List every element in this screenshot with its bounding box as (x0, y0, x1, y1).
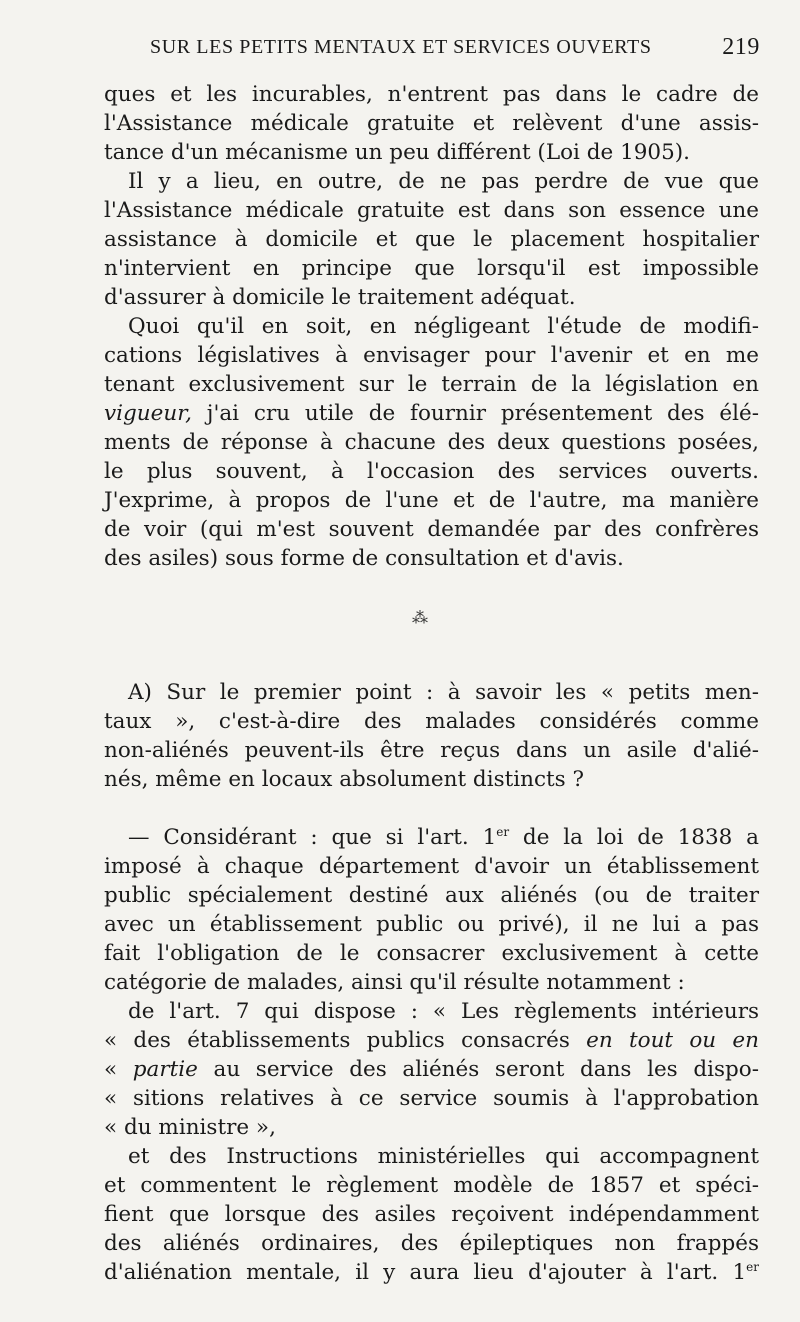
text-line (104, 1055, 759, 1084)
text-fragment: au service des aliénés seront dans les dispo- (197, 1057, 759, 1082)
text-line: des aliénés ordinaires, des épileptiques non frappés (104, 1231, 759, 1256)
text-line: « du ministre », (104, 1115, 276, 1140)
text-line: public spécialement destiné aux aliénés (ou de traiter (104, 883, 759, 908)
italic-fragment: partie (132, 1057, 198, 1082)
text-line: fient que lorsque des asiles reçoivent indépendamment (104, 1202, 759, 1227)
text-line: ments de réponse à chacune des deux questions posées, (104, 430, 759, 455)
text-line: cations législatives à envisager pour l'avenir et en me (104, 343, 759, 368)
text-line: J'exprime, à propos de l'une et de l'autre, ma manière (104, 488, 759, 513)
text-line (104, 1258, 759, 1287)
text-line: avec un établissement public ou privé), il ne lui a pas (104, 912, 759, 937)
text-line (104, 823, 759, 852)
text-line: non-aliénés peuvent-ils être reçus dans un asile d'alié- (104, 738, 759, 763)
page-number: 219 (722, 34, 760, 60)
text-line: des asiles) sous forme de consultation et d'avis. (104, 546, 624, 571)
text-fragment: d'aliénation mentale, il y aura lieu d'ajouter à l'art. 1 (104, 1260, 747, 1285)
italic-fragment: vigueur, (104, 401, 192, 426)
text-line: l'Assistance médicale gratuite et relèvent d'une assis- (104, 111, 759, 136)
text-line: Quoi qu'il en soit, en négligeant l'étude de modifi- (128, 314, 759, 339)
text-line-italic: tenant exclusivement sur le terrain de la législation en (104, 372, 759, 397)
running-title: SUR LES PETITS MENTAUX ET SERVICES OUVERTS (150, 36, 652, 58)
text-line (104, 399, 759, 428)
text-line: « sitions relatives à ce service soumis à l'approbation (104, 1086, 759, 1111)
asterism-ornament: ⁂ (412, 608, 428, 627)
page-header (150, 36, 760, 66)
body-text-bottom (104, 678, 759, 1287)
text-line: ques et les incurables, n'entrent pas dans le cadre de (104, 82, 759, 107)
text-line (104, 1026, 759, 1055)
text-line: nés, même en locaux absolument distincts ? (104, 767, 585, 792)
text-line: et commentent le règlement modèle de 1857 et spéci- (104, 1173, 759, 1198)
text-line: n'intervient en principe que lorsqu'il est impossible (104, 256, 759, 281)
superscript: er (496, 824, 510, 839)
text-fragment: de la loi de 1838 a (509, 825, 759, 850)
text-line: assistance à domicile et que le placement hospitalier (104, 227, 759, 252)
paragraph-gap (104, 794, 759, 823)
text-line: de voir (qui m'est souvent demandée par des confrères (104, 517, 759, 542)
text-line: taux », c'est-à-dire des malades considérés comme (104, 709, 759, 734)
italic-fragment: en tout ou en (586, 1028, 759, 1053)
text-line: Il y a lieu, en outre, de ne pas perdre de vue que (128, 169, 759, 194)
text-line: A) Sur le premier point : à savoir les « petits men- (128, 680, 759, 705)
text-line: l'Assistance médicale gratuite est dans son essence une (104, 198, 759, 223)
text-line: tance d'un mécanisme un peu différent (Loi de 1905). (104, 140, 691, 165)
text-fragment: « (104, 1057, 133, 1082)
text-fragment: — Considérant : que si l'art. 1 (128, 825, 497, 850)
superscript: er (746, 1259, 759, 1274)
body-text-top (104, 80, 759, 573)
text-line: fait l'obligation de le consacrer exclusivement à cette (104, 941, 759, 966)
text-line: imposé à chaque département d'avoir un établissement (104, 854, 759, 879)
text-line: catégorie de malades, ainsi qu'il résulte notamment : (104, 970, 685, 995)
text-line: de l'art. 7 qui dispose : « Les règlements intérieurs (128, 999, 759, 1024)
text-fragment: j'ai cru utile de fournir présentement des élé- (191, 401, 759, 426)
text-line: le plus souvent, à l'occasion des services ouverts. (104, 459, 759, 484)
text-fragment: « des établissements publics consacrés (104, 1028, 587, 1053)
text-line: et des Instructions ministérielles qui accompagnent (128, 1144, 759, 1169)
text-line: d'assurer à domicile le traitement adéquat. (104, 285, 576, 310)
